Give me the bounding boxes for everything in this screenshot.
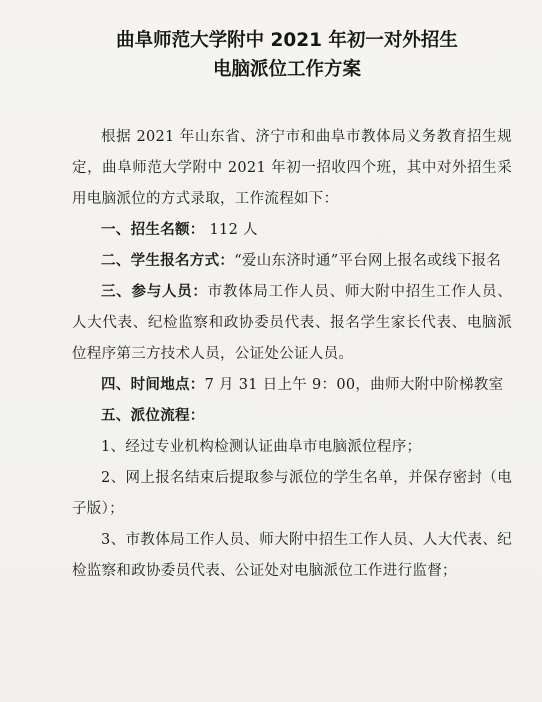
section-participants [72,277,512,370]
section-time-place-body: 7 月 31 日上午 9：00，曲师大附中阶梯教室 [204,377,504,393]
section-registration [72,246,512,277]
section-procedure-head: 五、派位流程： [101,408,205,424]
section-procedure [72,401,512,432]
section-participants-head: 三、参与人员： [101,284,208,300]
section-registration-body: “爱山东济时通”平台网上报名或线下报名 [234,253,502,269]
section-time-place [72,370,512,401]
title-spacer [72,84,512,122]
section-time-place-head: 四、时间地点： [101,377,205,393]
procedure-step-3: 3、市教体局工作人员、师大附中招生工作人员、人大代表、纪检监察和政协委员代表、公证处对电脑派位工作进行监督； [72,532,512,579]
section-quota-head: 一、招生名额： [101,222,205,238]
document-title [42,26,532,84]
procedure-step-1: 1、经过专业机构检测认证曲阜市电脑派位程序； [101,439,422,455]
section-quota-body: 112 人 [204,222,258,238]
section-participants-body: 市教体局工作人员、师大附中招生工作人员、人大代表、纪检监察和政协委员代表、报名学生家长代表、电脑派位程序第三方技术人员，公证处公证人员。 [72,284,512,362]
title-line-2: 电脑派位工作方案 [212,59,361,80]
procedure-step-2: 2、网上报名结束后提取参与派位的学生名单，并保存密封（电子版）； [72,470,512,517]
section-quota [72,215,512,246]
title-line-1: 曲阜师范大学附中 2021 年初一对外招生 [116,30,458,51]
section-registration-head: 二、学生报名方式： [101,253,235,269]
intro-paragraph: 根据 2021 年山东省、济宁市和曲阜市教体局义务教育招生规定，曲阜师范大学附中 2021 年初一招收四个班，其中对外招生采用电脑派位的方式录取，工作流程如下： [72,129,512,207]
